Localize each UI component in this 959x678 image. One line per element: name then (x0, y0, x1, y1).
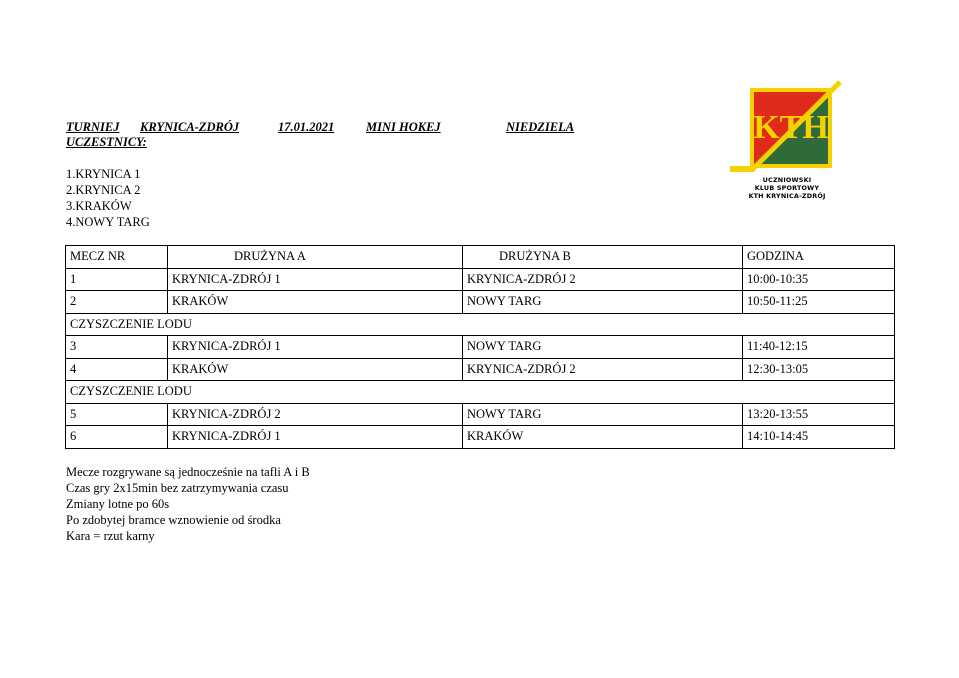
column-header-time: GODZINA (743, 246, 895, 269)
schedule-table (65, 245, 895, 449)
logo-caption-line: KLUB SPORTOWY (754, 184, 820, 192)
header-date: 17.01.2021 (278, 120, 335, 134)
note-item: Mecze rozgrywane są jednocześnie na tafli A i B (66, 465, 310, 479)
header-location: KRYNICA-ZDRÓJ (140, 120, 240, 134)
table-row (66, 336, 895, 359)
match-time: 11:40-12:15 (743, 336, 895, 359)
table-row (66, 268, 895, 291)
table-header-row (66, 246, 895, 269)
match-time: 10:00-10:35 (743, 268, 895, 291)
match-time: 10:50-11:25 (743, 291, 895, 314)
header-day: NIEDZIELA (506, 120, 575, 134)
table-break-row (66, 381, 895, 404)
match-nr: 2 (66, 291, 168, 314)
table-break-row (66, 313, 895, 336)
table-row (66, 291, 895, 314)
match-nr: 6 (66, 426, 168, 449)
participant-item: 4.NOWY TARG (66, 215, 150, 229)
participant-item: 1.KRYNICA 1 (66, 167, 141, 181)
participants-title: UCZESTNICY: (66, 135, 147, 149)
logo-stick-blade (730, 166, 758, 172)
column-header-team-b: DRUŻYNA B (463, 246, 743, 269)
participants-list (66, 166, 150, 230)
team-a: KRAKÓW (168, 358, 463, 381)
ice-cleaning-label: CZYSZCZENIE LODU (66, 381, 895, 404)
team-a: KRYNICA-ZDRÓJ 1 (168, 336, 463, 359)
column-header-team-a: DRUŻYNA A (168, 246, 463, 269)
header-category: MINI HOKEJ (366, 120, 441, 134)
match-nr: 3 (66, 336, 168, 359)
table-row (66, 426, 895, 449)
table-row (66, 358, 895, 381)
logo-caption-line: KTH KRYNICA-ZDRÓJ (748, 192, 826, 200)
match-nr: 5 (66, 403, 168, 426)
note-item: Kara = rzut karny (66, 529, 155, 543)
participant-item: 3.KRAKÓW (66, 199, 132, 213)
ice-cleaning-label: CZYSZCZENIE LODU (66, 313, 895, 336)
logo-caption-line: UCZNIOWSKI (762, 176, 812, 184)
team-a: KRYNICA-ZDRÓJ 1 (168, 426, 463, 449)
team-a: KRYNICA-ZDRÓJ 2 (168, 403, 463, 426)
match-nr: 1 (66, 268, 168, 291)
match-time: 14:10-14:45 (743, 426, 895, 449)
match-time: 12:30-13:05 (743, 358, 895, 381)
table-row (66, 403, 895, 426)
match-nr: 4 (66, 358, 168, 381)
team-a: KRYNICA-ZDRÓJ 1 (168, 268, 463, 291)
team-b: NOWY TARG (463, 336, 743, 359)
team-b: KRAKÓW (463, 426, 743, 449)
match-time: 13:20-13:55 (743, 403, 895, 426)
team-a: KRAKÓW (168, 291, 463, 314)
team-b: NOWY TARG (463, 403, 743, 426)
note-item: Czas gry 2x15min bez zatrzymywania czasu (66, 481, 289, 495)
note-item: Po zdobytej bramce wznowienie od środka (66, 513, 281, 527)
logo-letters: KTH (753, 109, 829, 146)
team-b: KRYNICA-ZDRÓJ 2 (463, 358, 743, 381)
header-tournament: TURNIEJ (66, 120, 120, 134)
participant-item: 2.KRYNICA 2 (66, 183, 141, 197)
rules-notes (66, 464, 310, 544)
note-item: Zmiany lotne po 60s (66, 497, 170, 511)
column-header-match-nr: MECZ NR (66, 246, 168, 269)
team-b: KRYNICA-ZDRÓJ 2 (463, 268, 743, 291)
team-b: NOWY TARG (463, 291, 743, 314)
